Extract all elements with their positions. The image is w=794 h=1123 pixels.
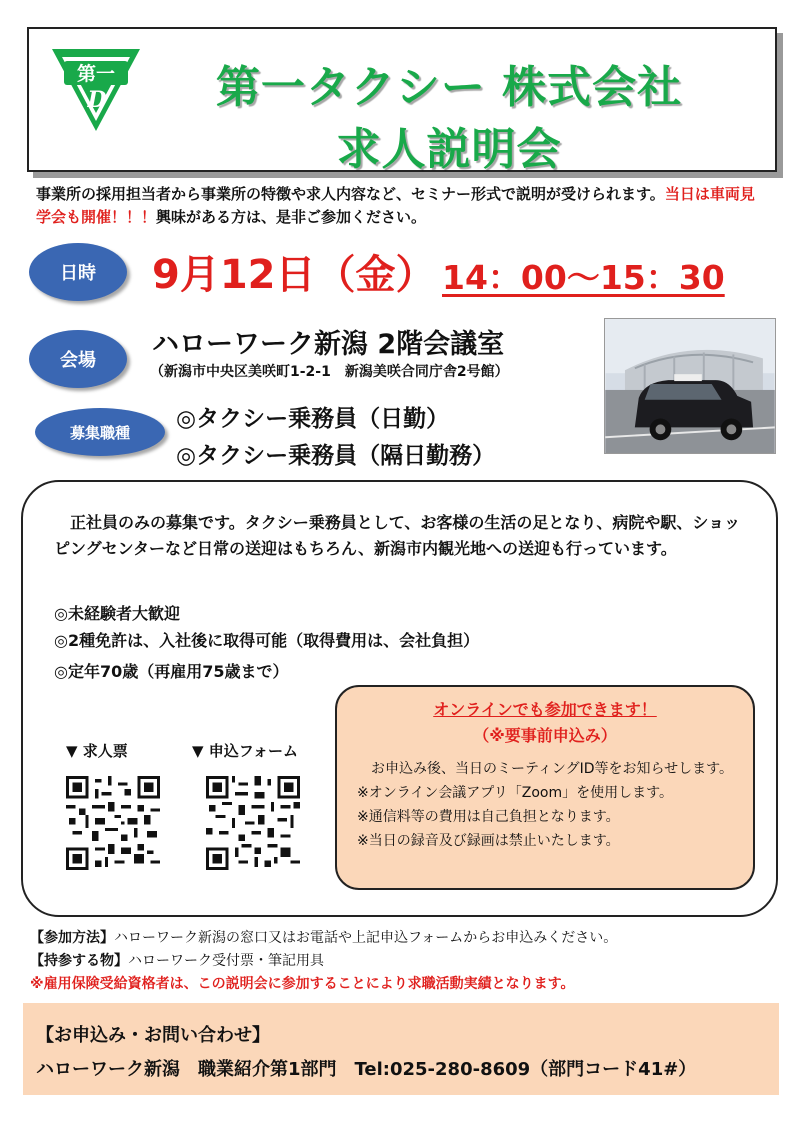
participation-method: 【参加方法】ハローワーク新潟の窓口又はお電話や上記申込フォームからお申込みください。 <box>30 930 618 946</box>
point-retirement: ◎定年70歳（再雇用75歳まで） <box>54 662 289 681</box>
application-form-qr-label: ▼ 申込フォーム <box>192 742 299 760</box>
contact-box <box>23 1003 779 1095</box>
online-line: お申込み後、当日のミーティングID等をお知らせします。 <box>371 761 733 777</box>
job-description: 正社員のみの募集です。タクシー乗務員として、お客様の生活の足となり、病院や駅、ショッピングセンターなど日常の送迎はもちろん、新潟市内観光地への送迎も行っています。 <box>54 513 741 558</box>
online-title: オンラインでも参加できます！ <box>433 700 657 719</box>
intro-text: 事業所の採用担当者から事業所の特徴や求人内容など、セミナー形式で説明が受けられます。当日は車両見学会も開催！！！興味がある方は、是非ご参加ください。 <box>36 185 755 226</box>
jobs-label: 募集職種 <box>35 408 165 456</box>
contact-info: ハローワーク新潟 職業紹介第1部門 Tel:025-280-8609（部門コード41#） <box>36 1059 697 1080</box>
svg-text:D: D <box>87 87 107 113</box>
company-logo <box>46 41 146 137</box>
venue-name: ハローワーク新潟 2階会議室 <box>152 329 505 360</box>
job-listing-qr-label: ▼ 求人票 <box>66 742 128 760</box>
event-time: 14：00～15：30 <box>442 258 725 297</box>
job-day-shift: ◎タクシー乗務員（日勤） <box>176 406 450 432</box>
application-form-qr-code[interactable] <box>206 776 300 870</box>
header-banner <box>27 27 777 175</box>
event-date: 9月12日（金） <box>152 252 436 298</box>
contact-heading: 【お申込み・お問い合わせ】 <box>36 1025 270 1046</box>
job-alternate-shift: ◎タクシー乗務員（隔日勤務） <box>176 443 496 469</box>
insurance-notice: ※雇用保険受給資格者は、この説明会に参加することにより求職活動実績となります。 <box>30 976 575 992</box>
online-line: ※当日の録音及び録画は禁止いたします。 <box>357 833 620 849</box>
items-to-bring: 【持参する物】ハローワーク受付票・筆記用具 <box>30 953 324 969</box>
online-line: ※通信料等の費用は自己負担となります。 <box>357 809 620 825</box>
online-prior-registration-note: （※要事前申込み） <box>473 726 617 745</box>
svg-text:第一: 第一 <box>76 63 116 85</box>
online-line: ※オンライン会議アプリ「Zoom」を使用します。 <box>357 785 673 801</box>
event-title: 求人説明会 <box>336 124 562 175</box>
venue-label: 会場 <box>29 330 127 388</box>
online-details <box>357 758 742 854</box>
taxi-photo <box>604 318 776 454</box>
vehicle-tour-notice: 当日は車両見学会も開催！！！ <box>36 185 755 226</box>
job-listing-qr-code[interactable] <box>66 776 160 870</box>
point-no-experience: ◎未経験者大歓迎 <box>54 604 180 623</box>
point-license: ◎2種免許は、入社後に取得可能（取得費用は、会社負担） <box>54 631 480 650</box>
date-label: 日時 <box>29 243 127 301</box>
company-title: 第一タクシー 株式会社 <box>215 62 683 113</box>
venue-address: （新潟市中央区美咲町1-2-1 新潟美咲合同庁舎2号館） <box>150 364 509 380</box>
